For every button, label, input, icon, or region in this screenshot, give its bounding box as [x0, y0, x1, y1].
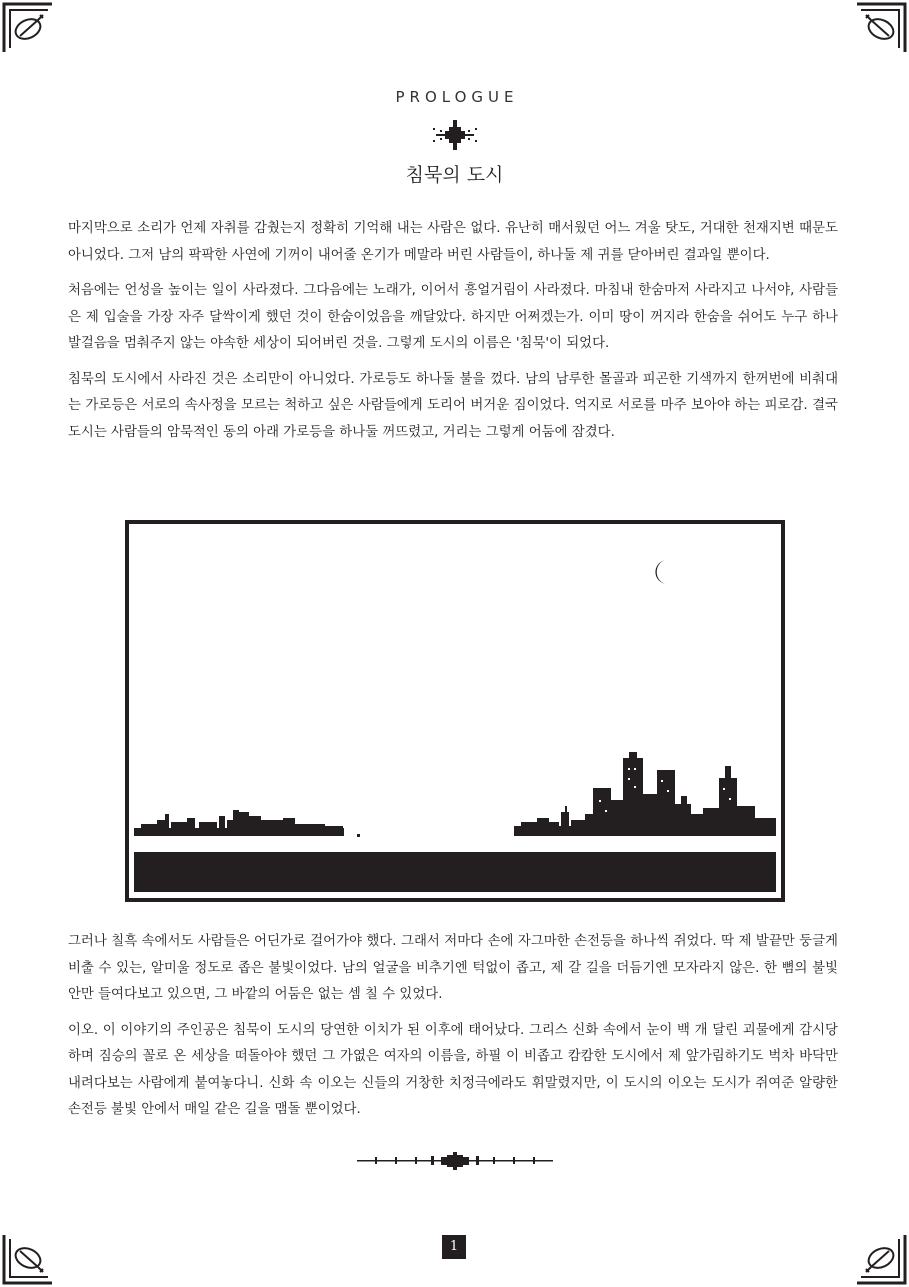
corner-ornament-bottom-left-icon: [2, 1233, 54, 1285]
fleuron-ornament-icon: [430, 118, 480, 152]
right-skyline: [514, 752, 776, 836]
body-text-top: [68, 216, 838, 455]
paragraph: 그러나 칠흑 속에서도 사람들은 어딘가로 걸어가야 했다. 그래서 저마다 손에 자그마한 손전등을 하나씩 쥐었다. 딱 제 발끝만 둥글게 비출 수 있는, 알미울 정도로 좁은 불빛이었다. 남의 얼굴을 비추기엔 턱없이 좁고, 제 갈 길을 더듬기엔 모자라지 않은. 한 뼘의 불빛 안만 들여다보고 있으면, 그 바깥의 어둠은 없는 셈 칠 수 있었다.: [68, 934, 838, 1002]
crescent-moon-icon: [655, 560, 669, 584]
paragraph: 처음에는 언성을 높이는 일이 사라졌다. 그다음에는 노래가, 이어서 흥얼거림이 사라졌다. 마침내 한숨마저 사라지고 나서야, 사람들은 제 입술을 가장 자주 달싹이게 했던 것이 한숨이었음을 깨달았다. 하지만 어쩌겠는가. 이미 땅이 꺼지라 한숨을 쉬어도 누구 하나 발걸음을 멈춰주지 않는 야속한 세상이 되어버린 것을. 그렇게 도시의 이름은 '침묵'이 되었다.: [68, 283, 838, 351]
city-skyline-silhouette: [129, 524, 781, 898]
ground-band: [134, 852, 776, 892]
paragraph: 침묵의 도시에서 사라진 것은 소리만이 아니었다. 가로등도 하나둘 불을 껐다. 남의 남루한 몰골과 피곤한 기색까지 한꺼번에 비춰대는 가로등은 서로의 속사정을 모르는 척하고 싶은 사람들에게 도리어 버거운 짐이었다. 억지로 서로를 마주 보아야 하는 피로감. 결국 도시는 사람들의 암묵적인 동의 아래 가로등을 하나둘 꺼뜨렸고, 거리는 그렇게 어둠에 잠겼다.: [68, 371, 838, 440]
paragraph: 마지막으로 소리가 언제 자취를 감췄는지 정확히 기억해 내는 사람은 없다. 유난히 매서웠던 어느 겨울 탓도, 거대한 천재지변 때문도 아니었다. 그저 남의 팍팍한 사연에 기꺼이 내어줄 온기가 메말라 버린 사람들이, 하나둘 제 귀를 닫아버린 결과일 뿐이다.: [68, 221, 838, 263]
chapter-title: 침묵의 도시: [405, 164, 504, 186]
corner-ornament-top-right-icon: [855, 2, 907, 54]
page-number: 1: [442, 1235, 466, 1259]
night-city-illustration: [125, 520, 785, 902]
paragraph: 이오. 이 이야기의 주인공은 침묵이 도시의 당연한 이치가 된 이후에 태어났다. 그리스 신화 속에서 눈이 백 개 달린 괴물에게 감시당하며 짐승의 꼴로 온 세상을 떠돌아야 했던 그 가엾은 여자의 이름을, 하필 이 비좁고 캄캄한 도시에서 제 앞가림하기도 벅차 바닥만 내려다보는 사람에게 붙여놓다니. 신화 속 이오는 신들의 거창한 치정극에라도 휘말렸지만, 이 도시의 이오는 도시가 쥐여준 알량한 손전등 불빛 안에서 매일 같은 길을 맴돌 뿐이었다.: [68, 1022, 838, 1117]
divider-ornament-icon: [355, 1150, 555, 1172]
corner-ornament-bottom-right-icon: [855, 1233, 907, 1285]
corner-ornament-top-left-icon: [2, 2, 54, 54]
body-text-bottom: [68, 929, 838, 1133]
chapter-header: [0, 88, 909, 187]
left-skyline: [134, 810, 360, 837]
section-label: PROLOGUE: [395, 88, 519, 106]
